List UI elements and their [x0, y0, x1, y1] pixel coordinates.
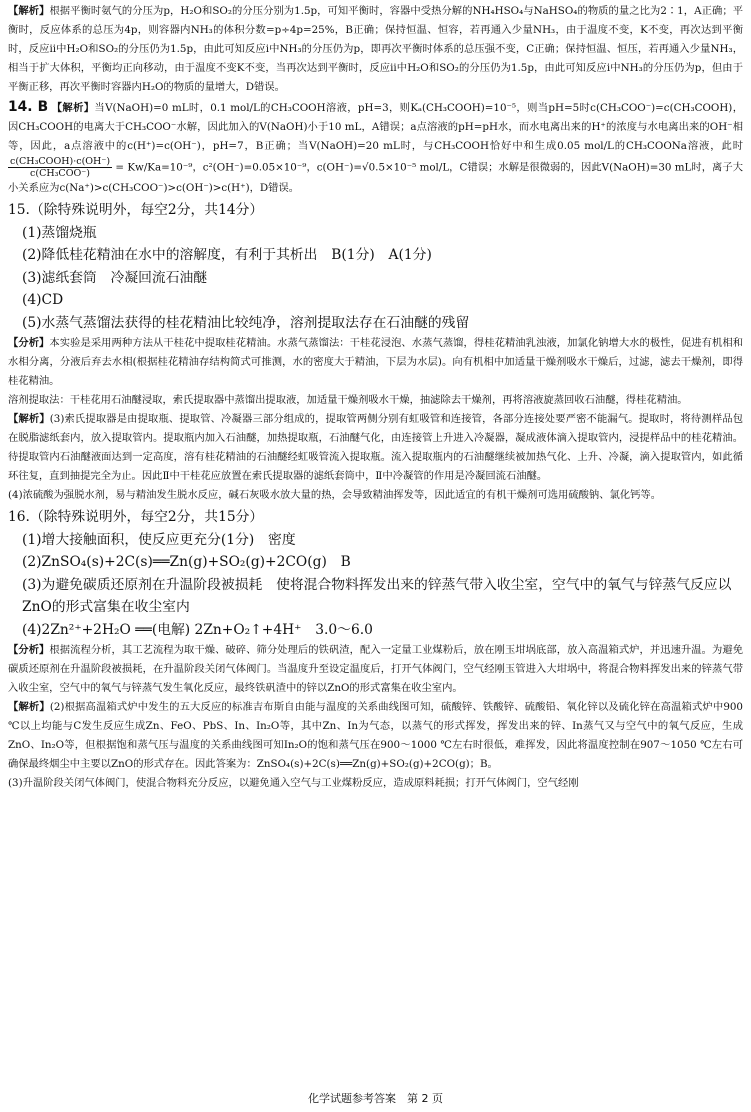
q15-analysis-label: 【分析】: [8, 337, 50, 349]
q15-explain-2: (4)浓硫酸为强脱水剂，易与精油发生脱水反应，碱石灰吸水放大量的热，会导致精油挥发等，因此适宜的有机干燥剂可选用硫酸钠、氯化钙等。: [8, 489, 661, 501]
q16-explain-text: (2)根据高温箱式炉中发生的五大反应的标准吉布斯自由能与温度的关系曲线图可知，硫酸锌、铁酸锌、硫酸铅、氧化锌以及硫化锌在高温箱式炉中900 ℃以上均能与C发生反应生成Zn、FeO、PbS、In、In₂O等，其中Zn、In为气态，以蒸气的形式挥发，挥发出来的锌、In蒸气又与空气中的氧气反应，生成ZnO、In₂O等，但根据饱和蒸气压与温度的关系曲线图可知In₂O的饱和蒸气压在900～1000 ℃左右时很低，难挥发，因此将温度控制在907～1050 ℃左右可确保最终烟尘中主要以ZnO的形式存在。因此答案为：ZnSO₄(s)+2C(s)══Zn(g)+SO₂(g)+2CO(g)；B。: [8, 701, 743, 770]
q14-text-a: 当V(NaOH)=0 mL时，0.1 mol/L的CH₃COOH溶液，pH=3，则Kₐ(CH₃COOH)=10⁻⁵，则当pH=5时c(CH₃COO⁻)=c(CH₃COOH)，因CH₃COOH的电离大于CH₃COO⁻水解，因此加入的V(NaOH)小于10 mL，A错误；a点溶液的pH=pH水，而水电离出来的H⁺的浓度与水电离出来的OH⁻相等，因此，a点溶液中的c(H⁺)=c(OH⁻)，pH=7，B正确；当V(NaOH)=20 mL时，与CH₃COOH恰好中和生成0.05 mol/L的CH₃COONa溶液，此时: [8, 102, 743, 152]
q15-answer-3: (3)滤纸套筒 冷凝回流石油醚: [22, 269, 208, 286]
q16-answer-2: (2)ZnSO₄(s)+2C(s)══Zn(g)+SO₂(g)+2CO(g) B: [22, 554, 351, 570]
q14-number: 14. B: [8, 99, 49, 115]
q14-frac-numerator: c(CH₃COOH)·c(OH⁻): [10, 156, 111, 167]
q16-answer-4: (4)2Zn²⁺+2H₂O ══(电解) 2Zn+O₂↑+4H⁺ 3.0～6.0: [22, 621, 373, 638]
q16-answer-3: (3)为避免碳质还原剂在升温阶段被损耗 使将混合物料挥发出来的锌蒸气带入收尘室，空气中的氧气与锌蒸气反应以ZnO的形式富集在收尘室内: [22, 576, 732, 615]
q15-analysis: [8, 334, 743, 391]
q15-explain: [8, 410, 743, 486]
q15-explain-label: 【解析】: [8, 413, 50, 425]
q14-block: [8, 98, 743, 198]
page-footer: 化学试题参考答案 第 2 页: [308, 1092, 443, 1105]
q15-answer-4: (4)CD: [22, 292, 64, 308]
q14-frac-denominator: c(CH₃COO⁻): [30, 168, 91, 179]
q14-fraction: [8, 156, 112, 179]
q15-explain-text: (3)索氏提取器是由提取瓶、提取管、冷凝器三部分组成的，提取管两侧分别有虹吸管和连接管，各部分连接处要严密不能漏气。提取时，将待测样品包在脱脂滤纸套内，放入提取管内。提取瓶内加入石油醚，加热提取瓶，石油醚气化，由连接管上升进入冷凝器，凝成液体滴入提取管内，浸提样品中的桂花精油。待提取管内石油醚液面达到一定高度，溶有桂花精油的石油醚经虹吸管流入提取瓶。流入提取瓶内的石油醚继续被加热气化、上升、冷凝，滴入提取管内，如此循环往复，直到抽提完全为止。因此Ⅱ中干桂花应放置在索氏提取器的滤纸套筒中，Ⅱ中冷凝管的作用是冷凝回流石油醚。: [8, 413, 743, 482]
q15-answer-5: (5)水蒸气蒸馏法获得的桂花精油比较纯净，溶剂提取法存在石油醚的残留: [22, 314, 470, 331]
q15-answer-2: (2)降低桂花精油在水中的溶解度，有利于其析出 B(1分) A(1分): [22, 247, 432, 263]
q13-analysis: [8, 2, 743, 97]
q14-analysis-label: 【解析】: [51, 102, 95, 114]
analysis-label: 【解析】: [8, 5, 50, 17]
q16-analysis-label: 【分析】: [8, 644, 50, 656]
q16-analysis: [8, 641, 743, 698]
q16-analysis-text: 根据流程分析，其工艺流程为取干燥、破碎、筛分处理后的铁矾渣，配入一定量工业煤粉后，放在刚玉坩埚底部，放入高温箱式炉，并迅速升温。为避免碳质还原剂在升温阶段被损耗，在升温阶段关闭气体阀门。当温度升至设定温度后，打开气体阀门，空气经刚玉管进入大坩埚中，将混合物料挥发出来的锌蒸气带入收尘室，空气中的氧气与锌蒸气发生氧化反应，最终铁矾渣中的锌以ZnO的形式富集在收尘室内。: [8, 644, 744, 694]
q15-answer-1: (1)蒸馏烧瓶: [22, 224, 97, 241]
q14-text-b: = Kw/Ka=10⁻⁹，c²(OH⁻)=0.05×10⁻⁹，c(OH⁻)=√0.5×10⁻⁵ mol/L，C错误；水解是很微弱的，因此V(NaOH)=30 mL时，离子大小关系应为c(Na⁺)>c(CH₃COO⁻)>c(OH⁻)>c(H⁺)，D错误。: [8, 161, 743, 194]
q15-analysis-2: 溶剂提取法：干桂花用石油醚浸取，索氏提取器中蒸馏出提取液，加适量干燥剂吸水干燥，抽滤除去干燥剂，再将溶液旋蒸回收石油醚，得桂花精油。: [8, 394, 688, 406]
q13-analysis-text: 根据平衡时氨气的分压为p，H₂O和SO₂的分压分别为1.5p，可知平衡时，容器中受热分解的NH₄HSO₄与NaHSO₄的物质的量之比为2∶1，A正确；平衡时，反应体系的总压为4p，则容器内NH₃的体积分数=p÷4p=25%，B正确；保持恒温、恒容，若再通入少量NH₃，由于温度不变，K不变，再次达到平衡时，反应ii中H₂O和SO₂的分压仍为1.5p，由此可知反应i中NH₃的分压仍为p，即再次平衡时体系的总压强不变，C正确；保持恒温、恒压，若再通入少量NH₃，相当于扩大体积，平衡均正向移动，由于温度不变K不变，当再次达到平衡时，反应ii中H₂O和SO₂的分压仍为1.5p，由此可知反应i中NH₃的分压仍为p，但由于平衡正移，再次平衡时容器内H₂O的物质的量增大，D错误。: [8, 5, 744, 93]
answer-page: [8, 0, 743, 793]
q15-analysis-text: 本实验是采用两种方法从干桂花中提取桂花精油。水蒸气蒸馏法：干桂花浸泡、水蒸气蒸馏，得桂花精油乳浊液，加氯化钠增大水的极性，促进有机相和水相分离，分液后弃去水相(根据桂花精油存结构简式可推测，水的密度大于精油，下层为水层)。向有机相中加适量干燥剂吸水干燥后，过滤，滤去干燥剂，即得桂花精油。: [8, 337, 744, 387]
q16-explain-label: 【解析】: [8, 701, 50, 713]
q16-explain-2: (3)升温阶段关闭气体阀门，使混合物料充分反应，以避免通入空气与工业煤粉反应，造成原料耗损；打开气体阀门，空气经刚: [8, 777, 579, 789]
q16-explain: [8, 698, 743, 774]
q16-answer-1: (1)增大接触面积，使反应更充分(1分) 密度: [22, 531, 296, 548]
q16-header: 16.（除特殊说明外，每空2分，共15分）: [8, 509, 264, 525]
q15-header: 15.（除特殊说明外，每空2分，共14分）: [8, 202, 264, 218]
